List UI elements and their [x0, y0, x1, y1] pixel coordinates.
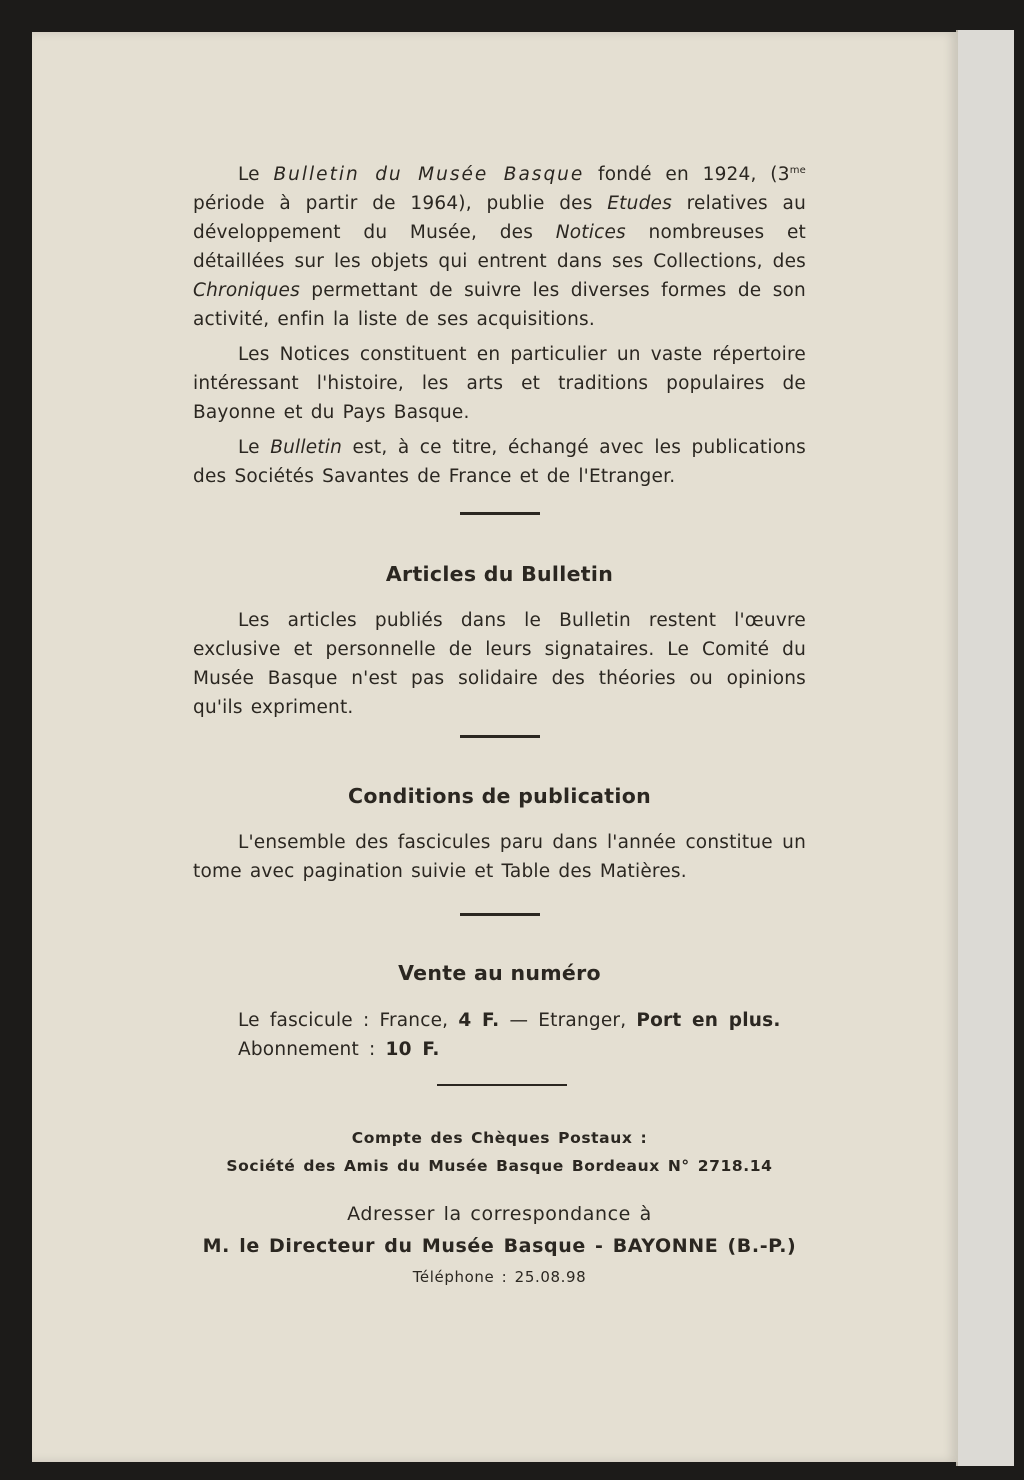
price-fascicule: Le fascicule : France, 4 F. — Etranger, Port en plus. [238, 1010, 781, 1031]
price-abonnement: Abonnement : 10 F. [238, 1039, 440, 1060]
facing-page-edge [956, 30, 1014, 1466]
vente-section [238, 1006, 808, 1064]
conditions-section [193, 828, 806, 886]
intro-section [193, 156, 806, 491]
divider [460, 512, 540, 515]
divider [460, 913, 540, 916]
articles-text: Les articles publiés dans le Bulletin restent l'œuvre exclusive et personnelle de leurs signataires. Le Comité du Musée Basque n'est pas solidaire des théories ou opinions qu'ils expriment. [193, 610, 806, 718]
adresser-line: Adresser la correspondance à [347, 1203, 652, 1225]
articles-section [193, 606, 806, 722]
telephone-line: Téléphone : 25.08.98 [412, 1268, 587, 1286]
compte-line: Compte des Chèques Postaux : [351, 1129, 648, 1147]
articles-heading: Articles du Bulletin [385, 562, 614, 586]
divider [437, 1084, 567, 1086]
divider [460, 735, 540, 738]
conditions-heading: Conditions de publication [348, 784, 651, 808]
conditions-text: L'ensemble des fascicules paru dans l'année constitue un tome avec pagination suivie et Table des Matières. [193, 832, 806, 882]
correspondance [193, 1198, 806, 1292]
societe-line: Société des Amis du Musée Basque Bordeaux N° 2718.14 [226, 1157, 773, 1175]
vente-heading: Vente au numéro [398, 961, 601, 985]
directeur-line: M. le Directeur du Musée Basque - BAYONNE (B.-P.) [202, 1235, 797, 1257]
postal-account [193, 1124, 806, 1180]
intro-paragraph-2: Les Notices constituent en particulier un vaste répertoire intéressant l'histoire, les arts et traditions populaires de Bayonne et du Pays Basque. [193, 344, 806, 424]
intro-paragraph-1: Le Bulletin du Musée Basque fondé en 1924, ($3^{me}$ période à partir de 1964), publie des Etudes relatives au développement du Musée, des Notices nombreuses et détaillées sur les objets qui entrent dans ses Collections, des Chroniques permettant de suivre les diverses formes de son activité, enfin la liste de ses acquisitions. [193, 164, 806, 331]
intro-paragraph-3: Le Bulletin est, à ce titre, échangé avec les publications des Sociétés Savantes de France et de l'Etranger. [193, 437, 806, 488]
